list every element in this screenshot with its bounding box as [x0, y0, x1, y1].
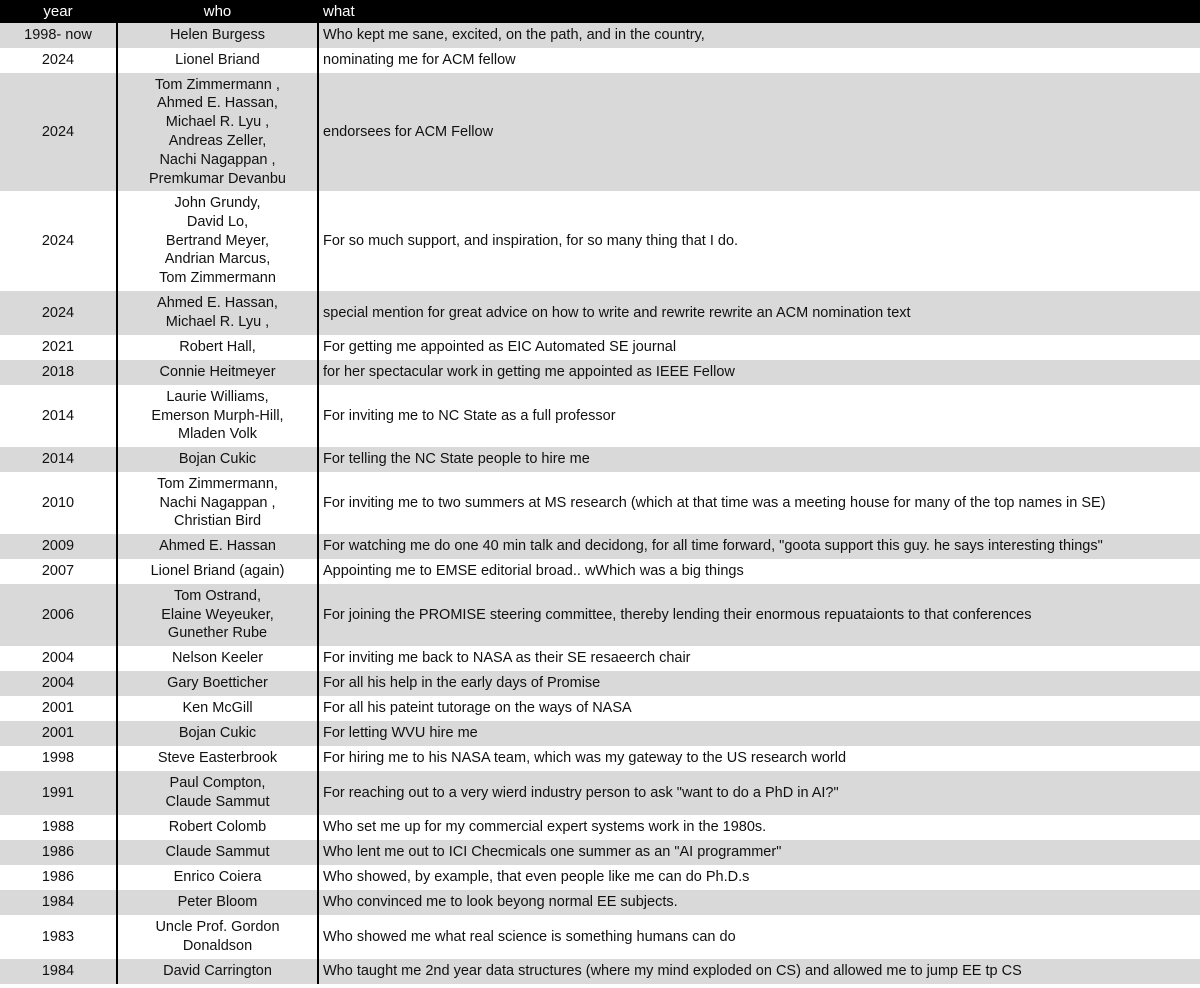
header-row: [0, 0, 1200, 23]
cell-what: Who convinced me to look beyong normal EE subjects.: [318, 890, 1200, 915]
table-row: [0, 696, 1200, 721]
who-name: Steve Easterbrook: [157, 750, 278, 767]
cell-who: [117, 360, 318, 385]
cell-what: For watching me do one 40 min talk and decidong, for all time forward, "goota support this guy. he says interesting things": [318, 534, 1200, 559]
cell-what: nominating me for ACM fellow: [323, 52, 516, 69]
who-name: Ahmed E. Hassan,: [157, 95, 278, 112]
who-name: Gary Boetticher: [167, 675, 268, 692]
table-row: [0, 746, 1200, 771]
who-name: Tom Zimmermann,: [157, 475, 278, 492]
cell-year: 2024: [0, 48, 117, 73]
cell-what: For all his pateint tutorage on the ways of NASA: [323, 700, 632, 717]
who-name: Michael R. Lyu ,: [165, 314, 270, 330]
who-name: Uncle Prof. Gordon: [155, 919, 280, 936]
who-name: Robert Hall,: [179, 339, 256, 356]
who-name: David Lo,: [186, 213, 249, 230]
cell-year: 1983: [0, 915, 117, 959]
who-name: Elaine Weyeuker,: [161, 606, 274, 623]
who-name: John Grundy,: [174, 195, 261, 211]
table-row: [0, 559, 1200, 584]
cell-year: 2001: [0, 696, 117, 721]
who-name: Premkumar Devanbu: [149, 170, 286, 187]
table-row: [0, 360, 1200, 385]
table-row: [0, 915, 1200, 959]
who-name: David Carrington: [163, 963, 272, 980]
cell-what: for her spectacular work in getting me appointed as IEEE Fellow: [318, 360, 1200, 385]
who-name: Paul Compton,: [169, 775, 266, 792]
who-name: Emerson Murph-Hill,: [151, 407, 284, 424]
cell-who: [117, 335, 318, 360]
cell-year: 1998: [0, 746, 117, 771]
table-row: [0, 890, 1200, 915]
cell-who: [117, 48, 318, 73]
table-row: [0, 191, 1200, 291]
who-name: Bojan Cukic: [178, 725, 257, 742]
cell-year: 2024: [0, 73, 117, 191]
table-row: [0, 584, 1200, 646]
table-row: [0, 671, 1200, 696]
table-row: [0, 646, 1200, 671]
table-row: [0, 771, 1200, 815]
header-year: year: [0, 0, 117, 23]
cell-year: 2024: [0, 191, 117, 291]
cell-what: For joining the PROMISE steering committee, thereby lending their enormous repuataionts to that conferences: [318, 584, 1200, 646]
who-name: Michael R. Lyu ,: [165, 114, 270, 131]
cell-year: 2010: [0, 472, 117, 534]
table-row: [0, 840, 1200, 865]
cell-year: 1986: [0, 865, 117, 890]
cell-who: [117, 959, 318, 984]
who-name: Enrico Coiera: [173, 869, 262, 886]
who-name: Bojan Cukic: [178, 451, 257, 468]
table-row: [0, 23, 1200, 48]
who-name: Connie Heitmeyer: [159, 364, 276, 381]
cell-who: [117, 915, 318, 959]
table-row: [0, 534, 1200, 559]
who-name: Peter Bloom: [177, 894, 258, 911]
cell-who: [117, 815, 318, 840]
cell-year: 2001: [0, 721, 117, 746]
cell-who: [117, 890, 318, 915]
cell-who: [117, 746, 318, 771]
who-name: Tom Zimmermann ,: [155, 76, 280, 93]
who-name: Lionel Briand (again): [150, 563, 285, 580]
table-row: [0, 865, 1200, 890]
who-name: Ahmed E. Hassan: [159, 538, 276, 555]
cell-year: 2007: [0, 559, 117, 584]
cell-who: [117, 291, 318, 335]
cell-year: 1984: [0, 959, 117, 984]
cell-what: Who lent me out to ICI Checmicals one summer as an "AI programmer": [318, 840, 1200, 865]
cell-year: 2018: [0, 360, 117, 385]
cell-year: 2004: [0, 646, 117, 671]
cell-year: 1988: [0, 815, 117, 840]
cell-who: [117, 584, 318, 646]
cell-who: [117, 840, 318, 865]
cell-what: For reaching out to a very wierd industry person to ask "want to do a PhD in AI?": [318, 771, 1200, 815]
cell-who: [117, 646, 318, 671]
cell-who: [117, 191, 318, 291]
who-name: Tom Zimmermann: [159, 270, 276, 287]
cell-what: For inviting me to two summers at MS research (which at that time was a meeting house for many of the top names in SE): [323, 494, 1106, 511]
cell-year: 1986: [0, 840, 117, 865]
cell-year: 2004: [0, 671, 117, 696]
table-row: [0, 959, 1200, 984]
who-name: Gunether Rube: [167, 625, 268, 642]
cell-who: [117, 472, 318, 534]
who-name: Donaldson: [182, 938, 253, 954]
cell-what: For inviting me to NC State as a full professor: [323, 407, 616, 424]
cell-year: 2006: [0, 584, 117, 646]
cell-what: endorsees for ACM Fellow: [318, 73, 1200, 191]
cell-year: 2009: [0, 534, 117, 559]
cell-who: [117, 721, 318, 746]
cell-what: Who set me up for my commercial expert systems work in the 1980s.: [323, 819, 767, 836]
table-row: [0, 48, 1200, 73]
cell-what: For all his help in the early days of Promise: [318, 671, 1200, 696]
cell-what: special mention for great advice on how to write and rewrite rewrite an ACM nomination text: [318, 291, 1200, 335]
cell-what: Who showed me what real science is something humans can do: [323, 928, 736, 945]
table-row: [0, 815, 1200, 840]
who-name: Claude Sammut: [165, 794, 270, 810]
cell-year: 2014: [0, 385, 117, 447]
table-row: [0, 447, 1200, 472]
cell-who: [117, 671, 318, 696]
cell-who: [117, 865, 318, 890]
who-name: Nachi Nagappan ,: [159, 151, 276, 168]
cell-year: 2024: [0, 291, 117, 335]
table-row: [0, 721, 1200, 746]
cell-who: [117, 559, 318, 584]
who-name: Mladen Volk: [178, 426, 257, 443]
cell-who: [117, 385, 318, 447]
who-name: Nachi Nagappan ,: [159, 494, 276, 511]
who-name: Nelson Keeler: [171, 650, 264, 667]
cell-what: For inviting me back to NASA as their SE resaeerch chair: [323, 650, 691, 667]
cell-what: For hiring me to his NASA team, which was my gateway to the US research world: [323, 750, 847, 767]
cell-who: [117, 73, 318, 191]
cell-what: For telling the NC State people to hire me: [318, 447, 1200, 472]
cell-who: [117, 696, 318, 721]
cell-year: 2014: [0, 447, 117, 472]
header-who: who: [117, 0, 318, 23]
who-name: Helen Burgess: [169, 27, 266, 44]
cell-what: Who kept me sane, excited, on the path, and in the country,: [318, 23, 1200, 48]
who-name: Bertrand Meyer,: [165, 232, 270, 249]
who-name: Ahmed E. Hassan,: [157, 295, 278, 312]
table-row: [0, 335, 1200, 360]
who-name: Tom Ostrand,: [173, 587, 262, 604]
table-header: [0, 0, 1200, 23]
who-name: Christian Bird: [173, 513, 262, 530]
cell-year: 1991: [0, 771, 117, 815]
header-what: what: [318, 0, 1200, 23]
cell-year: 1998- now: [0, 23, 117, 48]
cell-what: For so much support, and inspiration, for so many thing that I do.: [323, 232, 739, 249]
who-name: Claude Sammut: [165, 844, 270, 861]
who-name: Ken McGill: [182, 700, 253, 717]
cell-year: 1984: [0, 890, 117, 915]
cell-who: [117, 447, 318, 472]
who-name: Robert Colomb: [168, 819, 267, 836]
cell-what: Appointing me to EMSE editorial broad.. wWhich was a big things: [323, 563, 744, 580]
table-row: [0, 385, 1200, 447]
cell-who: [117, 534, 318, 559]
cell-what: Who showed, by example, that even people like me can do Ph.D.s: [323, 869, 750, 886]
cell-year: 2021: [0, 335, 117, 360]
table-row: [0, 472, 1200, 534]
cell-who: [117, 23, 318, 48]
cell-what: For getting me appointed as EIC Automated SE journal: [323, 339, 677, 356]
who-name: Laurie Williams,: [166, 388, 269, 405]
who-name: Lionel Briand: [175, 52, 260, 69]
who-name: Andreas Zeller,: [168, 133, 267, 149]
cell-what: Who taught me 2nd year data structures (where my mind exploded on CS) and allowed me to jump EE tp CS: [318, 959, 1200, 984]
cell-who: [117, 771, 318, 815]
who-name: Andrian Marcus,: [164, 251, 271, 268]
cell-what: For letting WVU hire me: [318, 721, 1200, 746]
table-row: [0, 291, 1200, 335]
table-row: [0, 73, 1200, 191]
table-body: [0, 23, 1200, 984]
